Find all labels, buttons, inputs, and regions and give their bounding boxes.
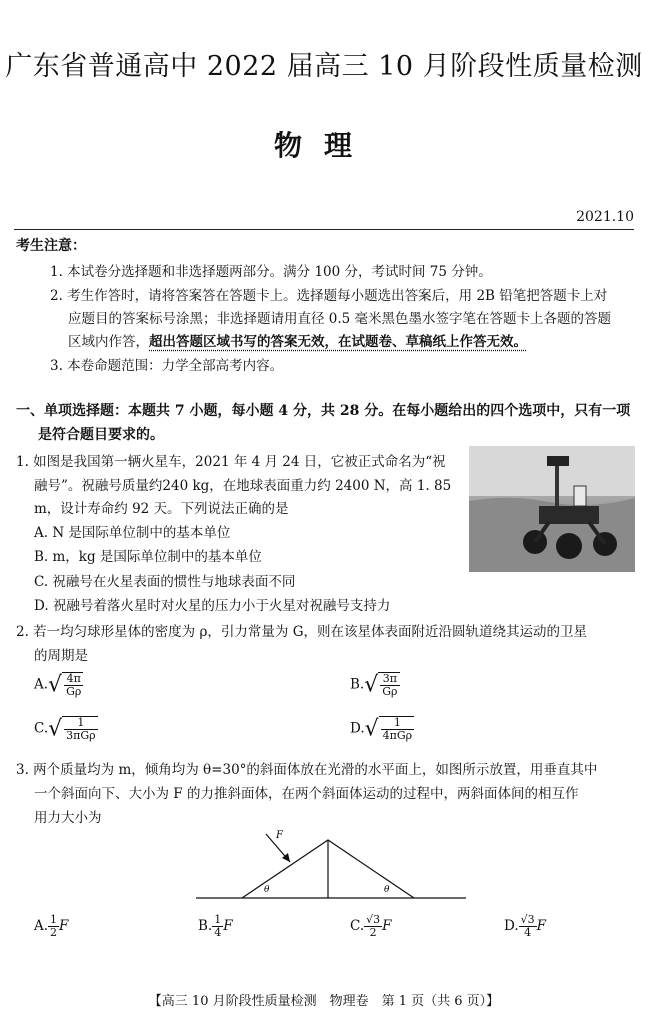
q3-option-c-denominator: 2 — [369, 926, 377, 939]
q3-option-d-denominator: 4 — [524, 926, 532, 939]
notice-item-2-line-3-plain: 区域内作答， — [68, 334, 149, 350]
q3-stem-line-3: 用力大小为 — [34, 810, 102, 826]
q2-option-c-denominator: 3πGρ — [66, 729, 96, 742]
q3-option-c-label: C. — [350, 918, 365, 934]
q3-option-d-tail: F — [536, 918, 547, 934]
header-divider — [14, 229, 634, 230]
q2-stem-line-1: 2. 若一均匀球形星体的密度为 ρ，引力常量为 G，则在该星体表面附近沿圆轨道绕其运动的卫星 — [16, 624, 587, 640]
q3-option-a-denominator: 2 — [50, 926, 58, 939]
q3-stem-line-2: 一个斜面向下、大小为 F 的力推斜面体，在两个斜面体运动的过程中，两斜面体间的相互作 — [34, 786, 579, 802]
q2-option-b: B.√ $\frac{3\pi}{G\rho}$ — [350, 672, 398, 698]
q1-option-c: C. 祝融号在火星表面的惯性与地球表面不同 — [34, 574, 296, 590]
q3-option-a — [34, 914, 68, 939]
q2-option-d-denominator: 4πGρ — [382, 729, 413, 742]
q1-option-d: D. 祝融号着落火星时对火星的压力小于火星对祝融号支持力 — [34, 598, 391, 614]
mars-rover-photo — [469, 446, 635, 572]
q3-option-d-label: D. — [504, 918, 519, 934]
q1-stem-line-2: 融号”。祝融号质量约240 kg，在地球表面重力约 2400 N，高 1. 85 — [34, 478, 452, 494]
q2-option-b-numerator: 3π — [380, 673, 399, 686]
notice-item-2-line-3 — [68, 330, 527, 350]
force-label: F — [276, 830, 283, 841]
q2-option-c-label: C. — [34, 720, 49, 737]
q2-option-a-label: A. — [34, 676, 49, 693]
q3-option-c-tail: F — [382, 918, 392, 934]
q3-option-b-tail: F — [223, 918, 233, 934]
q1-stem-line-1: 1. 如图是我国第一辆火星车，2021 年 4 月 24 日，它被正式命名为“祝 — [16, 454, 446, 470]
q2-option-d-label: D. — [350, 720, 365, 737]
q1-stem-line-3: m，设计寿命约 92 天。下列说法正确的是 — [34, 501, 289, 517]
q2-option-b-denominator: Gρ — [382, 685, 398, 698]
q3-stem-line-1: 3. 两个质量均为 m，倾角均为 θ=30°的斜面体放在光滑的水平面上，如图所示放置，用垂直其中 — [16, 762, 598, 778]
theta-label-right: θ — [384, 885, 390, 895]
q3-option-b-denominator: 4 — [214, 926, 222, 939]
notice-item-1: 1. 本试卷分选择题和非选择题两部分。满分 100 分，考试时间 75 分钟。 — [50, 264, 492, 280]
notice-item-2-line-2: 应题目的答案标号涂黑；非选择题请用直径 0.5 毫米黑色墨水签字笔在答题卡上各题的答题 — [68, 311, 612, 327]
q2-option-c-numerator: 1 — [64, 717, 97, 730]
q3-option-b — [198, 914, 233, 939]
notice-item-3: 3. 本卷命题范围：力学全部高考内容。 — [50, 358, 284, 374]
inclined-planes-diagram — [190, 826, 470, 902]
q2-option-d: D.√ $\frac{1}{\text{4πGρ}}$ — [350, 716, 413, 742]
q3-option-b-label: B. — [198, 918, 213, 934]
q2-stem-line-2: 的周期是 — [34, 648, 88, 664]
q1-option-b: B. m，kg 是国际单位制中的基本单位 — [34, 549, 262, 565]
q2-option-a-denominator: Gρ — [66, 685, 82, 698]
notice-item-2-line-1: 2. 考生作答时，请将答案答在答题卡上。选择题每小题选出答案后，用 2B 铅笔把答题卡上对 — [50, 288, 608, 304]
exam-title: 广东省普通高中 2022 届高三 10 月阶段性质量检测 — [5, 51, 643, 82]
theta-label-left: θ — [264, 885, 270, 895]
section-1-heading: 一、单项选择题：本题共 7 小题，每小题 4 分，共 28 分。在每小题给出的四个选项中，只有一项 — [16, 403, 631, 419]
q3-option-b-numerator: 1 — [214, 913, 222, 926]
q1-option-a: A. N 是国际单位制中的基本单位 — [34, 525, 231, 541]
page-footer: 【高三 10 月阶段性质量检测 物理卷 第 1 页（共 6 页）】 — [148, 994, 500, 1009]
q2-option-a-numerator: 4π — [64, 673, 83, 686]
q3-option-a-numerator: 1 — [50, 913, 58, 926]
q3-option-a-label: A. — [34, 918, 49, 934]
notice-heading: 考生注意： — [16, 238, 86, 254]
q3-option-d-numerator: √3 — [520, 913, 535, 926]
rover-illustration — [469, 446, 635, 572]
q3-option-c — [350, 914, 392, 939]
q3-option-c-numerator: √3 — [366, 913, 381, 926]
q3-option-d — [504, 914, 546, 939]
q2-option-c: C.√ $\frac{1}{\text{3πGρ}}$ — [34, 716, 96, 742]
exam-date: 2021.10 — [576, 209, 634, 225]
notice-emphasis: 超出答题区域书写的答案无效，在试题卷、草稿纸上作答无效。 — [149, 334, 527, 350]
section-1-heading-cont: 是符合题目要求的。 — [38, 427, 164, 443]
q2-option-d-numerator: 1 — [381, 717, 414, 730]
subject-title: 物理 — [273, 129, 374, 162]
q3-option-a-tail: F — [59, 918, 69, 934]
q2-option-b-label: B. — [350, 676, 365, 693]
q2-option-a: A.√ $\frac{4\pi}{G\rho}$ — [34, 672, 82, 698]
